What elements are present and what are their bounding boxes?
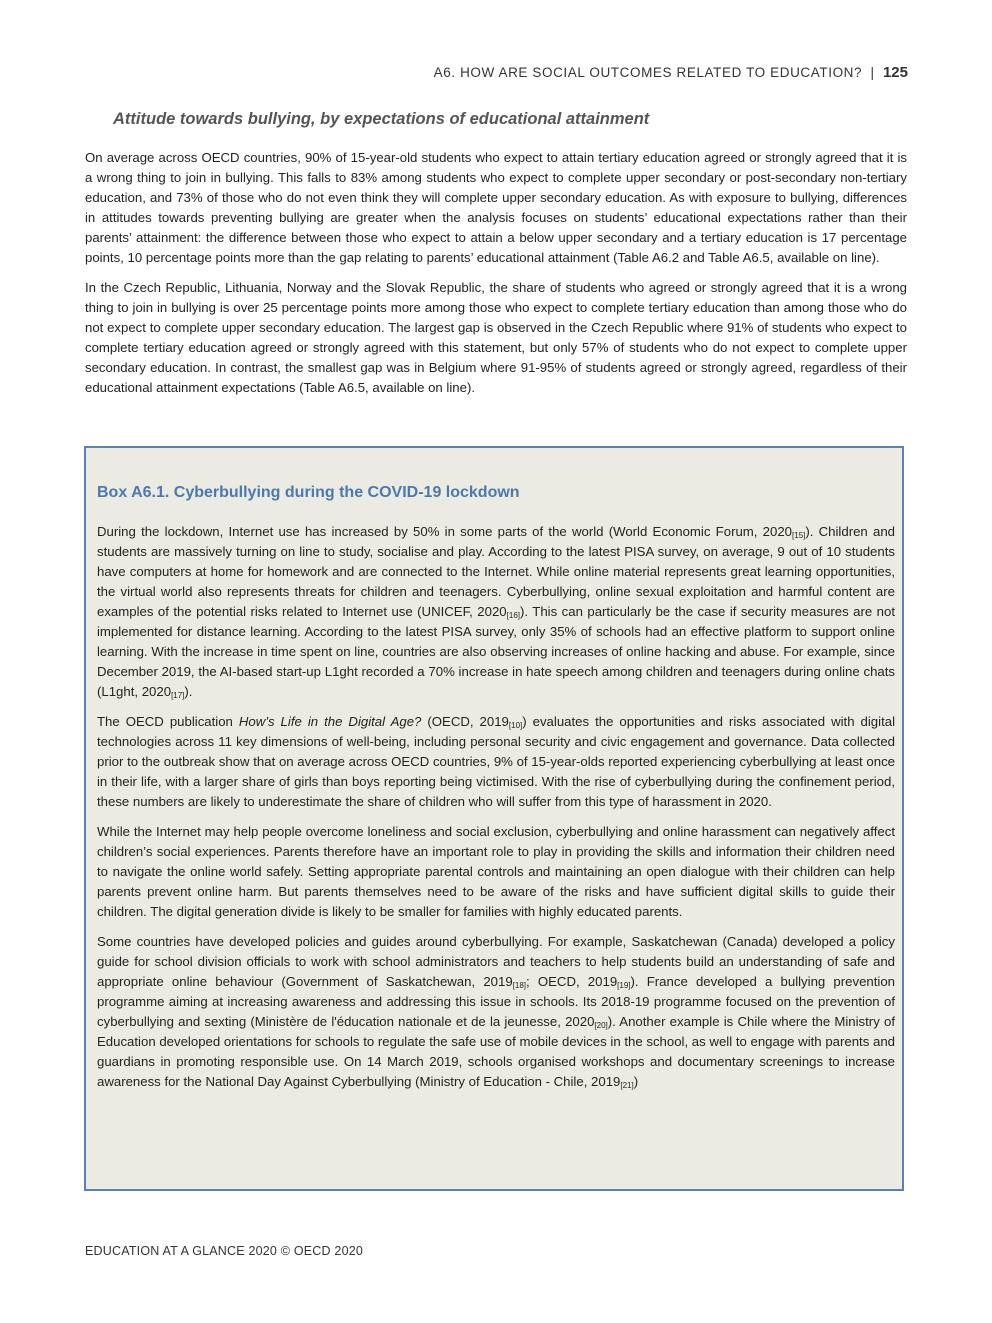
running-header bbox=[434, 64, 908, 81]
text-run: The OECD publication bbox=[97, 714, 239, 729]
section-subtitle: Attitude towards bullying, by expectations of educational attainment bbox=[113, 110, 650, 128]
text-run: ). This can particularly be the case if security measures are not implemented for distance learning. According to the latest PISA survey, only 35% of schools had an effective platform to support online learning. With the increase in time spent on line, countries are also observing increases of online hacking and abuse. For example, since December 2019, the AI-based start-up L1ght recorded a 70% increase in hate speech among children and teenagers during online chats (L1ght, 2020 bbox=[97, 604, 895, 699]
text-run: ) evaluates the opportunities and risks associated with digital technologies across 11 key dimensions of well-being, including personal security and civic engagement and governance. Data collected prior to the outbreak show that on average across OECD countries, 9% of 15-year-olds reported experiencing cyberbullying at least once in their life, with a larger share of girls than boys reporting being victimised. With the rise of cyberbullying during the confinement period, these numbers are likely to underestimate the share of children who will suffer from this type of harassment in 2020. bbox=[97, 714, 895, 809]
reference-marker[interactable]: [15] bbox=[792, 531, 806, 540]
section-title: A6. HOW ARE SOCIAL OUTCOMES RELATED TO EDUCATION? bbox=[433, 65, 863, 80]
publication-title: How’s Life in the Digital Age? bbox=[238, 714, 422, 729]
text-run: ) bbox=[633, 1074, 639, 1089]
reference-marker[interactable]: [21] bbox=[620, 1081, 634, 1090]
text-run: ; OECD, 2019 bbox=[526, 974, 618, 989]
info-box bbox=[84, 446, 904, 1191]
text-run: ). Children and students are massively turning on line to study, socialise and play. According to the latest PISA survey, on average, 9 out of 10 students have computers at home for homework and are connected to the Internet. While online material represents great learning opportunities, the virtual world also represents threats for children and teenagers. Cyberbullying, online sexual exploitation and harmful content are examples of the potential risks related to Internet use (UNICEF, 2020 bbox=[97, 524, 895, 619]
box-body bbox=[97, 522, 895, 1102]
text-run: ). France developed a bullying prevention programme aiming at increasing awareness and addressing this issue in schools. Its 2018-19 programme focused on the prevention of cyberbullying and sexting (Ministère de l'éducation nationale et de la jeunesse, 2020 bbox=[97, 974, 896, 1029]
reference-marker[interactable]: [17] bbox=[171, 691, 185, 700]
reference-marker[interactable]: [18] bbox=[512, 981, 527, 990]
body-text bbox=[85, 148, 907, 408]
paragraph: In the Czech Republic, Lithuania, Norway and the Slovak Republic, the share of students who agreed or strongly agreed that it is a wrong thing to join in bullying is over 25 percentage points more among those who expect to complete tertiary education than among those who do not expect to complete upper secondary education. The largest gap is observed in the Czech Republic where 91% of students who expect to complete tertiary education agreed or strongly agreed with this statement, but only 57% of students who do not expect to complete upper secondary education. In contrast, the smallest gap was in Belgium where 91-95% of students agreed or strongly agreed, regardless of their educational attainment expectations (Table A6.5, available on line). bbox=[85, 280, 907, 395]
reference-marker[interactable]: [16] bbox=[506, 611, 520, 620]
box-paragraph bbox=[97, 712, 895, 812]
box-paragraph bbox=[97, 522, 895, 702]
box-paragraph: While the Internet may help people overcome loneliness and social exclusion, cyberbullying and online harassment can negatively affect children’s social experiences. Parents therefore have an important role to play in providing the skills and information their children need to navigate the online world safely. Setting appropriate parental controls and maintaining an open dialogue with their children can help parents prevent online harm. But parents themselves need to be aware of the risks and have sufficient digital skills to guide their children. The digital generation divide is likely to be smaller for families with highly educated parents. bbox=[97, 824, 895, 919]
box-title: Box A6.1. Cyberbullying during the COVID-19 lockdown bbox=[97, 484, 520, 501]
text-run: Some countries have developed policies and guides around cyberbullying. For example, Saskatchewan (Canada) developed a policy guide for school division officials to work with school administrators and teachers to help students build an understanding of safe and appropriate online behaviour (Government of Saskatchewan, 2019 bbox=[97, 934, 895, 989]
box-paragraph bbox=[97, 932, 895, 1092]
header-separator: | bbox=[870, 65, 875, 80]
text-run: ). Another example is Chile where the Ministry of Education developed orientations for schools to regulate the safe use of mobile devices in the school, as well to engage with parents and guardians in promoting responsible use. On 14 March 2019, schools organised workshops and documentary screenings to increase awareness for the National Day Against Cyberbullying (Ministry of Education - Chile, 2019 bbox=[97, 1014, 895, 1089]
text-run: During the lockdown, Internet use has increased by 50% in some parts of the world (World Economic Forum, 2020 bbox=[97, 524, 793, 539]
text-run: (OECD, 2019 bbox=[421, 714, 509, 729]
reference-marker[interactable]: [19] bbox=[617, 981, 631, 990]
reference-marker[interactable]: [10] bbox=[508, 721, 523, 730]
paragraph: On average across OECD countries, 90% of 15-year-old students who expect to attain tertiary education agreed or strongly agreed that it is a wrong thing to join in bullying. This falls to 83% among students who expect to complete upper secondary or post-secondary non-tertiary education, and 73% of those who do not even think they will complete upper secondary education. As with exposure to bullying, differences in attitudes towards preventing bullying are greater when the analysis focuses on students’ educational expectations rather than their parents’ attainment: the difference between those who expect to attain a below upper secondary and a tertiary education is 17 percentage points, 10 percentage points more than the gap relating to parents’ educational attainment (Table A6.2 and Table A6.5, available on line). bbox=[85, 150, 907, 265]
text-run: ). bbox=[184, 684, 193, 699]
reference-marker[interactable]: [20] bbox=[594, 1021, 608, 1030]
page-number: 125 bbox=[882, 64, 908, 81]
page-footer: EDUCATION AT A GLANCE 2020 © OECD 2020 bbox=[85, 1244, 364, 1258]
